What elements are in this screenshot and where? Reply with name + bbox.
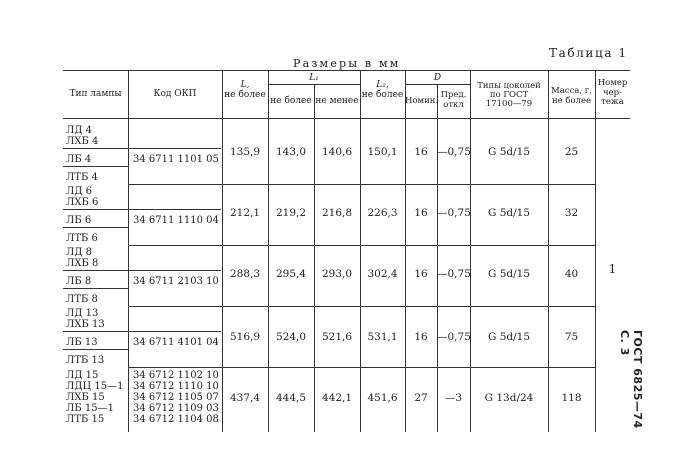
value-L1-max: 219,2 xyxy=(275,207,307,219)
value-L1-min: 521,6 xyxy=(321,331,353,343)
value-L: 288,3 xyxy=(229,268,261,280)
col-header-L-symbol: L, xyxy=(240,80,250,90)
value-mass: 118 xyxy=(561,392,582,404)
value-L1-min: 216,8 xyxy=(321,207,353,219)
lamp-type: ЛБ 15—1 xyxy=(66,403,114,414)
lamp-type: ЛТБ 6 xyxy=(66,233,98,244)
col-header-L2-sub: не более xyxy=(361,90,404,100)
col-header-D-dev xyxy=(437,90,470,110)
lamp-type: ЛБ 13 xyxy=(66,337,98,348)
col-header-mass xyxy=(548,86,595,106)
value-L1-min: 442,1 xyxy=(321,392,353,404)
value-D-nom: 16 xyxy=(414,268,428,280)
col-header-L1-max: не более xyxy=(270,96,312,106)
col-header-caps-2: по ГОСТ xyxy=(489,90,529,100)
lamp-type: ЛБ 6 xyxy=(66,215,92,226)
value-mass: 25 xyxy=(564,146,579,158)
col-header-D-dev-1: Пред. xyxy=(440,90,467,100)
lamp-type: ЛХБ 15 xyxy=(66,392,105,403)
value-L1-min: 140,6 xyxy=(321,146,353,158)
lamp-type: ЛД 15 xyxy=(66,370,99,381)
okp-code: 34 6712 1109 03 xyxy=(133,403,219,414)
col-header-type: Тип лампы xyxy=(69,89,122,99)
lamp-type: ЛХБ 6 xyxy=(66,197,99,208)
okp-code: 34 6712 1110 10 xyxy=(133,381,219,392)
value-D-nom: 16 xyxy=(414,146,428,158)
value-cap: G 5d/15 xyxy=(487,207,531,219)
lamp-type: ЛХБ 13 xyxy=(66,319,105,330)
value-D-dev: —0,75 xyxy=(437,146,471,158)
lamp-type: ЛДЦ 15—1 xyxy=(66,381,124,392)
dimensions-caption: Размеры в мм xyxy=(293,57,401,70)
value-mass: 40 xyxy=(564,268,579,280)
okp-code: 34 6711 1110 04 xyxy=(133,215,219,226)
value-cap: G 5d/15 xyxy=(487,146,531,158)
value-cap: G 13d/24 xyxy=(484,392,534,404)
value-D-nom: 27 xyxy=(414,392,428,404)
col-header-okp: Код ОКП xyxy=(153,89,197,99)
lamp-type: ЛД 4 xyxy=(66,125,93,136)
okp-code: 34 6712 1105 07 xyxy=(133,392,219,403)
value-L: 516,9 xyxy=(229,331,261,343)
col-header-caps-3: 17100—79 xyxy=(485,99,533,109)
okp-code: 34 6712 1102 10 xyxy=(133,370,219,381)
table-label: Таблица 1 xyxy=(549,46,628,60)
okp-code: 34 6711 1101 05 xyxy=(133,154,219,165)
value-L1-max: 295,4 xyxy=(275,268,307,280)
value-L1-max: 524,0 xyxy=(275,331,307,343)
value-mass: 32 xyxy=(564,207,579,219)
col-header-D: D xyxy=(433,73,442,83)
drawing-number: 1 xyxy=(608,262,617,276)
value-L1-max: 143,0 xyxy=(275,146,307,158)
okp-code: 34 6712 1104 08 xyxy=(133,414,219,425)
value-D-dev: —3 xyxy=(444,392,463,404)
col-header-L-sub: не более xyxy=(224,90,266,100)
lamp-type: ЛХБ 8 xyxy=(66,258,99,269)
value-cap: G 5d/15 xyxy=(487,268,531,280)
col-header-L1: L₁ xyxy=(309,73,319,83)
col-header-mass-1: Масса, г, xyxy=(551,86,592,96)
lamp-type: ЛД 13 xyxy=(66,308,99,319)
col-header-caps xyxy=(470,82,548,109)
lamp-type: ЛТБ 4 xyxy=(66,172,98,183)
value-D-nom: 16 xyxy=(414,331,428,343)
col-header-L2 xyxy=(360,80,405,100)
value-L2: 150,1 xyxy=(367,146,398,158)
value-D-nom: 16 xyxy=(414,207,428,219)
col-header-caps-1: Типы цоколей xyxy=(477,81,541,91)
value-L2: 226,3 xyxy=(367,207,398,219)
lamp-type: ЛТБ 15 xyxy=(66,414,105,425)
okp-code: 34 6711 4101 04 xyxy=(133,337,219,348)
lamp-type: ЛТБ 8 xyxy=(66,294,98,305)
lamp-type: ЛБ 4 xyxy=(66,154,92,165)
col-header-drawing xyxy=(595,79,630,108)
value-D-dev: —0,75 xyxy=(437,268,471,280)
col-header-D-dev-2: откл xyxy=(443,100,464,110)
lamp-type: ЛХБ 4 xyxy=(66,136,99,147)
col-header-mass-2: не более xyxy=(551,96,592,106)
lamp-type: ЛТБ 13 xyxy=(66,355,105,366)
value-D-dev: —0,75 xyxy=(437,331,471,343)
col-header-drawing-3: тежа xyxy=(601,97,624,107)
col-header-D-nom: Номин. xyxy=(405,96,439,106)
col-header-drawing-2: чер- xyxy=(603,87,622,98)
col-header-L2-symbol: L₂, xyxy=(376,80,389,90)
lamp-type: ЛД 6 xyxy=(66,186,93,197)
value-L: 437,4 xyxy=(229,392,261,404)
value-L2: 451,6 xyxy=(367,392,398,404)
value-L1-max: 444,5 xyxy=(275,392,307,404)
value-cap: G 5d/15 xyxy=(487,331,531,343)
lamp-type: ЛБ 8 xyxy=(66,276,92,287)
value-L: 135,9 xyxy=(229,146,261,158)
okp-code: 34 6711 2103 10 xyxy=(133,276,219,287)
value-mass: 75 xyxy=(564,331,579,343)
col-header-L1-min: не менее xyxy=(315,96,359,106)
value-L2: 531,1 xyxy=(367,331,398,343)
value-L1-min: 293,0 xyxy=(321,268,353,280)
value-D-dev: —0,75 xyxy=(437,207,471,219)
value-L2: 302,4 xyxy=(367,268,398,280)
gost-side-label: ГОСТ 6825—74 С. 3 xyxy=(618,330,644,429)
col-header-drawing-1: Номер xyxy=(597,78,628,88)
value-L: 212,1 xyxy=(229,207,261,219)
col-header-L xyxy=(222,80,268,100)
lamp-type: ЛД 8 xyxy=(66,247,93,258)
